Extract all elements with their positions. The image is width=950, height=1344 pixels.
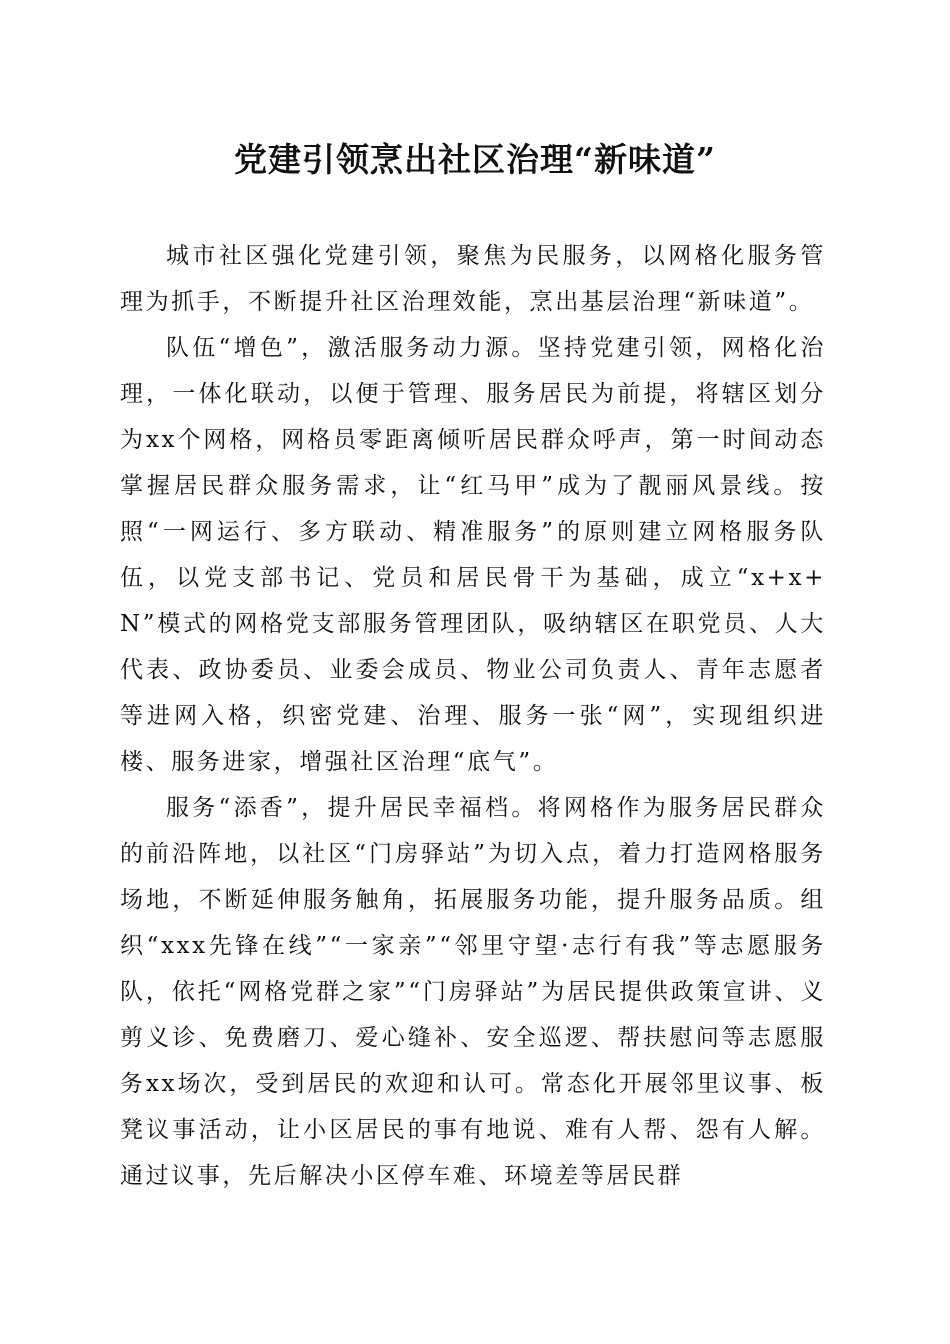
paragraph-intro: 城市社区强化党建引领，聚焦为民服务，以网格化服务管理为抓手，不断提升社区治理效能，烹出基层治理“新味道”。	[120, 243, 826, 315]
document-body	[120, 233, 826, 1199]
paragraph-team: 队伍“增色”，激活服务动力源。坚持党建引领，网格化治理，一体化联动，以便于管理、服务居民为前提，将辖区划分为xx个网格，网格员零距离倾听居民群众呼声，第一时间动态掌握居民群众服务需求，让“红马甲”成为了靓丽风景线。按照“一网运行、多方联动、精准服务”的原则建立网格服务队伍，以党支部书记、党员和居民骨干为基础，成立“x+x+N”模式的网格党支部服务管理团队，吸纳辖区在职党员、人大代表、政协委员、业委会成员、物业公司负责人、青年志愿者等进网入格，织密党建、治理、服务一张“网”，实现组织进楼、服务进家，增强社区治理“底气”。	[120, 335, 826, 775]
paragraph-service: 服务“添香”，提升居民幸福档。将网格作为服务居民群众的前沿阵地，以社区“门房驿站”为切入点，着力打造网格服务场地，不断延伸服务触角，拓展服务功能，提升服务品质。组织“xxx先锋在线”“一家亲”“邻里守望·志行有我”等志愿服务队，依托“网格党群之家”“门房驿站”为居民提供政策宣讲、义剪义诊、免费磨刀、爱心缝补、安全巡逻、帮扶慰问等志愿服务xx场次，受到居民的欢迎和认可。常态化开展邻里议事、板凳议事活动，让小区居民的事有地说、难有人帮、怨有人解。通过议事，先后解决小区停车难、环境差等居民群	[120, 795, 826, 1189]
document-title: 党建引领烹出社区治理“新味道”	[234, 140, 716, 179]
